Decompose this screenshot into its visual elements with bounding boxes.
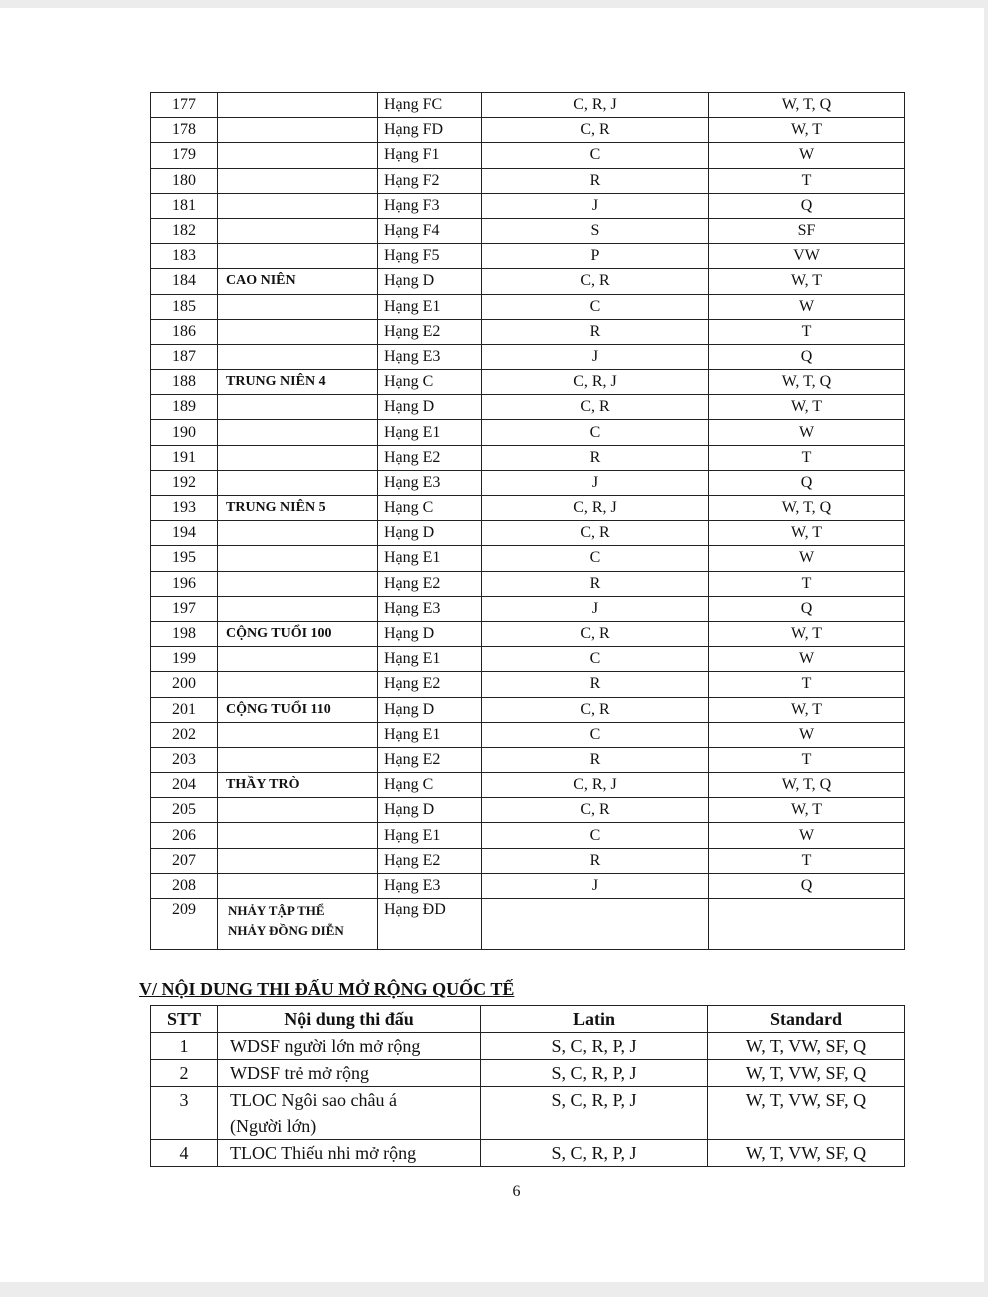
section-title: V/ NỘI DUNG THI ĐẤU MỞ RỘNG QUỐC TẾ: [139, 979, 515, 999]
table-row: [151, 496, 905, 521]
row-number: 179: [151, 143, 218, 168]
table-row: [151, 596, 905, 621]
row-number: 190: [151, 420, 218, 445]
row-number: 185: [151, 294, 218, 319]
table-row: [151, 521, 905, 546]
header-standard: Standard: [708, 1006, 905, 1033]
row-rank: Hạng E1: [378, 546, 482, 571]
row-category: [218, 823, 378, 848]
page-number: 6: [512, 1183, 521, 1200]
table-row: [151, 1060, 905, 1087]
row-category: [218, 672, 378, 697]
row-latin: C, R: [482, 798, 709, 823]
row-standard: W: [709, 294, 905, 319]
row-latin: R: [482, 571, 709, 596]
table-row: [151, 1087, 905, 1140]
table-row: [151, 798, 905, 823]
table-row: [151, 697, 905, 722]
row-standard: W, T, VW, SF, Q: [708, 1140, 905, 1167]
row-latin: C, R, J: [482, 496, 709, 521]
row-number: 198: [151, 621, 218, 646]
competition-table: [150, 92, 905, 950]
table-row: [151, 118, 905, 143]
table-row: [151, 470, 905, 495]
row-standard: Q: [709, 193, 905, 218]
content-line-1: WDSF người lớn mở rộng: [230, 1036, 421, 1056]
row-category: [218, 470, 378, 495]
row-number: 201: [151, 697, 218, 722]
row-latin: C: [482, 722, 709, 747]
table-row: [151, 294, 905, 319]
category-line-2: NHẢY ĐỒNG DIỄN: [228, 923, 344, 938]
row-number: 188: [151, 370, 218, 395]
row-category: [218, 873, 378, 898]
row-latin: C: [482, 823, 709, 848]
row-number: 186: [151, 319, 218, 344]
row-standard: W, T, Q: [709, 370, 905, 395]
row-category: [218, 420, 378, 445]
row-rank: Hạng D: [378, 395, 482, 420]
row-category: CAO NIÊN: [218, 269, 378, 294]
header-stt: STT: [151, 1006, 218, 1033]
row-rank: Hạng F2: [378, 168, 482, 193]
row-number: 192: [151, 470, 218, 495]
table-row: [151, 344, 905, 369]
table-row: [151, 873, 905, 898]
row-latin: C: [482, 143, 709, 168]
table-row: [151, 143, 905, 168]
competition-table-body: [151, 93, 905, 950]
row-standard: [709, 899, 905, 950]
table-row: [151, 747, 905, 772]
row-standard: W: [709, 823, 905, 848]
row-rank: Hạng E3: [378, 470, 482, 495]
row-category: CỘNG TUỔI 110: [218, 697, 378, 722]
row-number: 203: [151, 747, 218, 772]
row-category: [218, 93, 378, 118]
row-standard: W: [709, 420, 905, 445]
row-standard: W, T, VW, SF, Q: [708, 1060, 905, 1087]
international-table: [150, 1005, 905, 1167]
row-standard: W, T: [709, 697, 905, 722]
row-content: [218, 1087, 481, 1140]
row-standard: Q: [709, 470, 905, 495]
row-category: [218, 571, 378, 596]
row-rank: Hạng D: [378, 621, 482, 646]
row-latin: C, R, J: [482, 773, 709, 798]
row-standard: T: [709, 848, 905, 873]
row-rank: Hạng E2: [378, 571, 482, 596]
row-standard: W, T: [709, 269, 905, 294]
row-number: 209: [151, 899, 218, 950]
row-category: THẦY TRÒ: [218, 773, 378, 798]
row-number: 206: [151, 823, 218, 848]
row-rank: Hạng F3: [378, 193, 482, 218]
row-latin: R: [482, 319, 709, 344]
table-header-row: [151, 1006, 905, 1033]
row-latin: J: [482, 873, 709, 898]
row-standard: W, T: [709, 395, 905, 420]
table-row: [151, 218, 905, 243]
row-rank: Hạng E1: [378, 647, 482, 672]
row-latin: C, R, J: [482, 370, 709, 395]
row-latin: S, C, R, P, J: [481, 1033, 708, 1060]
row-latin: R: [482, 168, 709, 193]
row-number: 204: [151, 773, 218, 798]
row-rank: Hạng E3: [378, 873, 482, 898]
row-standard: W, T, VW, SF, Q: [708, 1087, 905, 1140]
row-standard: T: [709, 747, 905, 772]
content-line-1: TLOC Ngôi sao châu á: [230, 1090, 397, 1110]
row-number: 194: [151, 521, 218, 546]
row-latin: C, R: [482, 697, 709, 722]
row-category: [218, 218, 378, 243]
row-latin: P: [482, 244, 709, 269]
row-rank: Hạng E3: [378, 344, 482, 369]
table-row: [151, 571, 905, 596]
row-standard: VW: [709, 244, 905, 269]
row-category: [218, 798, 378, 823]
row-rank: Hạng E1: [378, 294, 482, 319]
row-rank: Hạng C: [378, 496, 482, 521]
row-category: [218, 445, 378, 470]
row-standard: Q: [709, 596, 905, 621]
row-standard: T: [709, 672, 905, 697]
row-rank: Hạng E1: [378, 823, 482, 848]
row-standard: T: [709, 571, 905, 596]
row-category: [218, 319, 378, 344]
row-category: [218, 546, 378, 571]
row-number: 196: [151, 571, 218, 596]
row-latin: C, R: [482, 395, 709, 420]
row-latin: S, C, R, P, J: [481, 1087, 708, 1140]
row-standard: T: [709, 445, 905, 470]
table-row: [151, 445, 905, 470]
row-category: [218, 848, 378, 873]
row-standard: T: [709, 168, 905, 193]
row-latin: J: [482, 596, 709, 621]
row-category: [218, 193, 378, 218]
row-rank: Hạng E3: [378, 596, 482, 621]
row-number: 197: [151, 596, 218, 621]
row-category: [218, 647, 378, 672]
row-number: 187: [151, 344, 218, 369]
row-rank: Hạng E2: [378, 848, 482, 873]
row-category: [218, 118, 378, 143]
row-number: 177: [151, 93, 218, 118]
row-category: [218, 143, 378, 168]
row-rank: Hạng E2: [378, 747, 482, 772]
row-latin: R: [482, 672, 709, 697]
row-standard: W: [709, 143, 905, 168]
table-row: [151, 823, 905, 848]
row-content: [218, 1140, 481, 1167]
row-category: [218, 395, 378, 420]
row-number: 1: [151, 1033, 218, 1060]
row-category: [218, 521, 378, 546]
row-latin: S: [482, 218, 709, 243]
table-row: [151, 1140, 905, 1167]
row-rank: Hạng E2: [378, 445, 482, 470]
row-standard: T: [709, 319, 905, 344]
international-table-body: [151, 1033, 905, 1167]
row-latin: R: [482, 445, 709, 470]
row-category: TRUNG NIÊN 5: [218, 496, 378, 521]
row-content: [218, 1060, 481, 1087]
row-rank: Hạng D: [378, 521, 482, 546]
table-row: [151, 420, 905, 445]
table-row: [151, 395, 905, 420]
row-standard: Q: [709, 344, 905, 369]
row-category: [218, 294, 378, 319]
table-row: [151, 621, 905, 646]
row-category: [218, 899, 378, 950]
row-standard: W, T, Q: [709, 496, 905, 521]
row-number: 202: [151, 722, 218, 747]
row-latin: C, R: [482, 621, 709, 646]
table-row: [151, 546, 905, 571]
table-row: [151, 244, 905, 269]
row-rank: Hạng F5: [378, 244, 482, 269]
row-standard: SF: [709, 218, 905, 243]
content-line-1: WDSF trẻ mở rộng: [230, 1063, 370, 1083]
row-standard: W, T, VW, SF, Q: [708, 1033, 905, 1060]
row-rank: Hạng F1: [378, 143, 482, 168]
row-rank: Hạng FD: [378, 118, 482, 143]
row-standard: W: [709, 546, 905, 571]
row-category: CỘNG TUỔI 100: [218, 621, 378, 646]
row-rank: Hạng ĐD: [378, 899, 482, 950]
content-line-2: (Người lớn): [230, 1116, 317, 1136]
row-standard: W, T: [709, 798, 905, 823]
row-number: 208: [151, 873, 218, 898]
row-latin: C: [482, 647, 709, 672]
table-row: [151, 168, 905, 193]
row-latin: C, R: [482, 269, 709, 294]
row-rank: Hạng E1: [378, 722, 482, 747]
row-latin: R: [482, 848, 709, 873]
table-row: [151, 773, 905, 798]
row-latin: C, R: [482, 521, 709, 546]
row-number: 207: [151, 848, 218, 873]
row-number: 181: [151, 193, 218, 218]
row-number: 205: [151, 798, 218, 823]
row-category: [218, 168, 378, 193]
row-rank: Hạng F4: [378, 218, 482, 243]
header-content: Nội dung thi đấu: [218, 1006, 481, 1033]
row-number: 2: [151, 1060, 218, 1087]
row-content: [218, 1033, 481, 1060]
row-standard: Q: [709, 873, 905, 898]
table-row: [151, 93, 905, 118]
row-latin: C, R: [482, 118, 709, 143]
row-latin: [482, 899, 709, 950]
row-number: 189: [151, 395, 218, 420]
row-rank: Hạng C: [378, 773, 482, 798]
row-number: 182: [151, 218, 218, 243]
row-standard: W, T, Q: [709, 773, 905, 798]
table-row-last: [151, 899, 905, 950]
table-row: [151, 370, 905, 395]
row-standard: W, T: [709, 521, 905, 546]
row-latin: J: [482, 470, 709, 495]
row-latin: S, C, R, P, J: [481, 1140, 708, 1167]
row-number: 180: [151, 168, 218, 193]
row-number: 193: [151, 496, 218, 521]
row-category: TRUNG NIÊN 4: [218, 370, 378, 395]
row-number: 191: [151, 445, 218, 470]
row-category: [218, 344, 378, 369]
row-category: [218, 596, 378, 621]
table-row: [151, 1033, 905, 1060]
row-rank: Hạng D: [378, 269, 482, 294]
row-standard: W, T, Q: [709, 93, 905, 118]
row-number: 184: [151, 269, 218, 294]
row-rank: Hạng C: [378, 370, 482, 395]
table-row: [151, 722, 905, 747]
table-row: [151, 672, 905, 697]
row-number: 200: [151, 672, 218, 697]
row-rank: Hạng E1: [378, 420, 482, 445]
row-latin: C: [482, 546, 709, 571]
table-row: [151, 269, 905, 294]
table-row: [151, 319, 905, 344]
row-rank: Hạng E2: [378, 319, 482, 344]
row-standard: W: [709, 722, 905, 747]
table-row: [151, 647, 905, 672]
row-category: [218, 722, 378, 747]
header-latin: Latin: [481, 1006, 708, 1033]
row-rank: Hạng D: [378, 697, 482, 722]
row-standard: W, T: [709, 621, 905, 646]
row-standard: W, T: [709, 118, 905, 143]
row-number: 195: [151, 546, 218, 571]
row-latin: C, R, J: [482, 93, 709, 118]
row-latin: R: [482, 747, 709, 772]
row-latin: C: [482, 420, 709, 445]
row-number: 178: [151, 118, 218, 143]
row-latin: J: [482, 193, 709, 218]
row-rank: Hạng E2: [378, 672, 482, 697]
row-number: 4: [151, 1140, 218, 1167]
row-category: [218, 747, 378, 772]
row-rank: Hạng FC: [378, 93, 482, 118]
row-number: 183: [151, 244, 218, 269]
row-latin: C: [482, 294, 709, 319]
row-number: 199: [151, 647, 218, 672]
row-latin: S, C, R, P, J: [481, 1060, 708, 1087]
row-latin: J: [482, 344, 709, 369]
row-standard: W: [709, 647, 905, 672]
row-rank: Hạng D: [378, 798, 482, 823]
category-line-1: NHẢY TẬP THỂ: [228, 903, 325, 918]
content-line-1: TLOC Thiếu nhi mở rộng: [230, 1143, 417, 1163]
row-category: [218, 244, 378, 269]
table-row: [151, 193, 905, 218]
table-row: [151, 848, 905, 873]
row-number: 3: [151, 1087, 218, 1140]
